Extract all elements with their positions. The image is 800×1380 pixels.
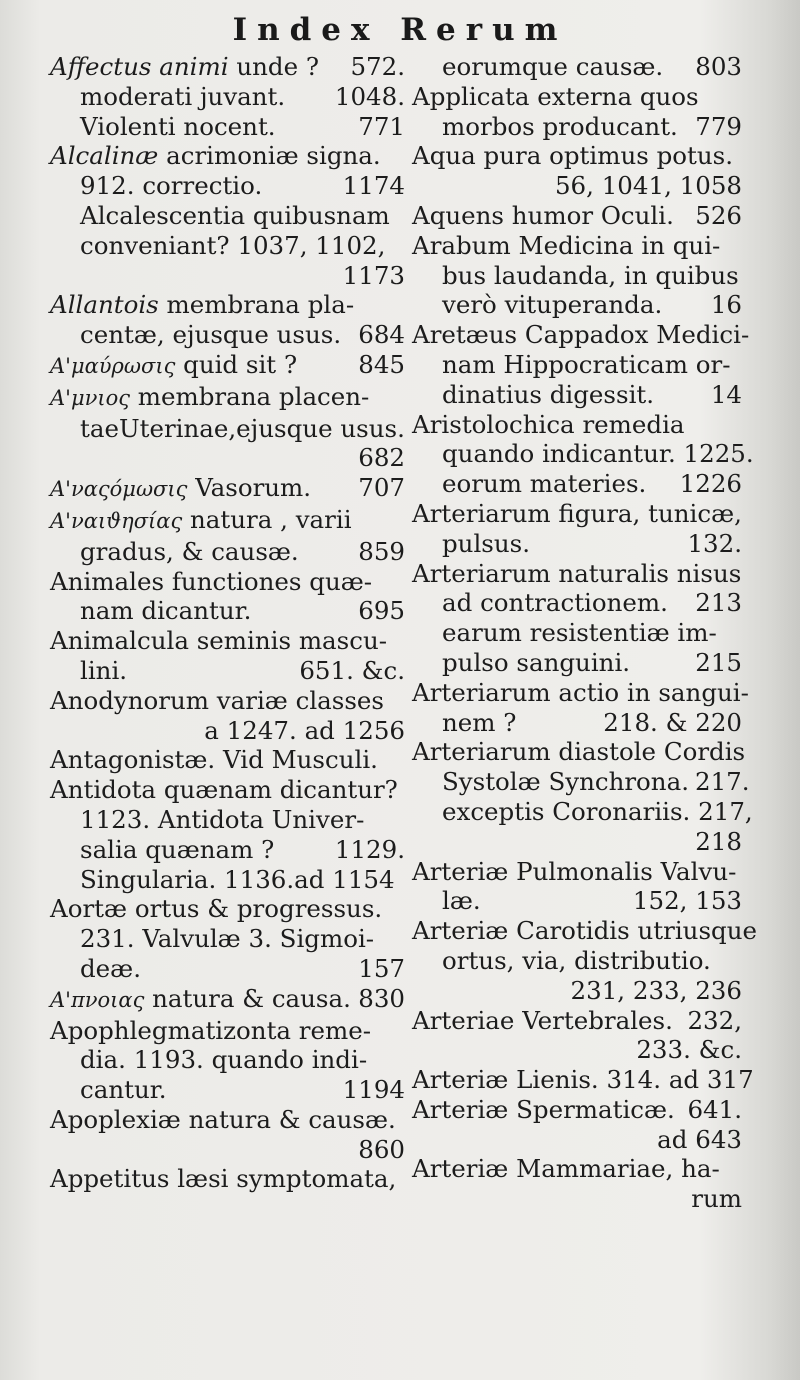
page-reference: ad 643 <box>657 1124 742 1154</box>
entry-body: moderati juvant. <box>80 81 286 111</box>
page-reference: 1173 <box>342 260 405 290</box>
entry-text <box>412 1154 720 1184</box>
entry-body: Arteriæ Mammariae, ha- <box>412 1154 720 1184</box>
entry-body: ad contractionem. <box>442 588 668 618</box>
page-reference: 217. <box>695 767 750 797</box>
index-entry <box>412 201 742 231</box>
index-line <box>412 1035 742 1065</box>
page-reference: rum <box>691 1184 742 1214</box>
entry-text <box>442 261 739 291</box>
entry-body: Arteriae Vertebrales. <box>412 1005 673 1035</box>
page-reference: 157 <box>358 953 405 983</box>
entry-text <box>442 588 668 618</box>
entry-body: pulsus. <box>442 528 531 558</box>
entry-body: Arabum Medicina in qui- <box>412 230 721 260</box>
index-line <box>412 1184 742 1214</box>
index-line <box>412 82 742 112</box>
entry-text <box>442 767 689 797</box>
index-line <box>50 686 405 716</box>
index-line <box>412 827 742 857</box>
index-line <box>412 410 742 440</box>
page-reference: 132. <box>687 528 742 558</box>
index-entry <box>412 231 742 320</box>
index-line <box>50 924 405 954</box>
entry-text <box>442 469 646 499</box>
entry-text <box>50 894 382 924</box>
index-line <box>412 320 750 350</box>
page-reference: 14 <box>710 379 742 409</box>
index-entry <box>412 737 753 856</box>
index-line <box>50 1164 405 1194</box>
entry-body: nam Hippocraticam or- <box>442 349 731 379</box>
index-line <box>50 805 405 835</box>
index-entry <box>412 82 742 142</box>
page-reference: 218. & 220 <box>603 707 742 737</box>
index-entry <box>50 505 405 567</box>
index-line <box>50 350 405 382</box>
entry-text <box>80 954 141 984</box>
index-line <box>412 886 742 916</box>
entry-text <box>442 708 516 738</box>
entry-text <box>80 835 274 865</box>
entry-body: morbos producant. <box>442 111 678 141</box>
index-line <box>50 320 405 350</box>
entry-text <box>80 537 299 567</box>
index-line <box>50 82 405 112</box>
entry-body: Apophlegmatizonta reme- <box>50 1015 372 1045</box>
entry-text <box>80 171 262 201</box>
entry-headword: Α'μαύρωσις <box>50 353 176 378</box>
entry-body: Aqua pura optimus potus. <box>412 141 734 171</box>
entry-body: Vasorum. <box>187 473 312 503</box>
index-line <box>50 261 405 291</box>
index-entry <box>412 141 742 201</box>
index-entry <box>50 1016 405 1105</box>
entry-body: Animalcula seminis mascu- <box>50 626 388 656</box>
entry-text <box>50 745 378 775</box>
index-entry <box>412 409 754 499</box>
index-entry <box>50 567 405 627</box>
index-line <box>412 677 749 708</box>
entry-text <box>80 805 364 835</box>
entry-body: Arteriæ Lienis. 314. ad 317 <box>412 1065 754 1095</box>
entry-text <box>412 1065 754 1095</box>
index-line <box>412 529 742 559</box>
page-reference: a 1247. ad 1256 <box>204 715 405 745</box>
index-line <box>412 946 742 976</box>
entry-body: Appetitus læsi symptomata, <box>50 1164 397 1194</box>
entry-body: Anodynorum variæ classes <box>50 685 384 715</box>
entry-body: Arteriarum diastole Cordis <box>412 737 746 767</box>
entry-body: Applicata externa quos <box>412 81 699 111</box>
entry-body: conveniant? 1037, 1102, <box>80 230 386 260</box>
entry-body: Alcalescentia quibusnam <box>80 200 390 230</box>
index-line <box>50 443 405 473</box>
index-line <box>50 567 405 597</box>
entry-text <box>50 290 354 320</box>
page-reference: 56, 1041, 1058 <box>554 171 742 201</box>
index-line <box>50 745 405 775</box>
entry-body: unde ? <box>228 52 319 81</box>
index-line <box>412 380 742 410</box>
index-entry <box>50 626 405 686</box>
entry-text <box>50 775 398 805</box>
entry-body: earum resistentiæ im- <box>442 618 717 648</box>
right-column <box>412 52 757 1214</box>
entry-body: 1123. Antidota Univer- <box>80 804 365 834</box>
entry-body: Aretæus Cappadox Medici- <box>412 320 750 350</box>
index-line <box>412 1065 754 1095</box>
page-reference: 803 <box>695 52 742 81</box>
page-reference: 152, 153 <box>632 886 742 916</box>
entry-body: Antidota quænam dicantur? <box>50 775 398 805</box>
index-line <box>50 596 405 626</box>
entry-text <box>50 1105 396 1135</box>
entry-text <box>50 52 319 82</box>
page-reference: 233. &c. <box>636 1035 742 1065</box>
index-line <box>50 52 405 82</box>
index-line <box>50 984 405 1016</box>
index-entry <box>412 1095 742 1155</box>
entry-body: Singularia. 1136.ad 1154 <box>80 864 395 894</box>
entry-text <box>442 290 662 320</box>
index-line <box>50 954 405 984</box>
entry-text <box>412 410 685 440</box>
entry-body: Arteriæ Spermaticæ. <box>412 1094 675 1124</box>
entry-text <box>442 112 678 142</box>
index-line <box>412 231 742 261</box>
index-line <box>412 112 742 142</box>
index-entry <box>50 382 405 473</box>
index-line <box>50 141 405 171</box>
index-entry <box>50 290 405 350</box>
page-reference: 779 <box>695 111 742 141</box>
index-entry <box>412 559 742 678</box>
index-entry <box>412 857 742 917</box>
entry-text <box>80 924 374 954</box>
entry-body: Arteriæ Pulmonalis Valvu- <box>412 856 737 886</box>
page-reference: 1226 <box>679 469 742 499</box>
page-reference: 651. &c. <box>299 655 405 685</box>
index-entry <box>50 473 405 505</box>
page-reference: 572. <box>350 52 405 81</box>
index-entry <box>50 141 405 290</box>
index-entry <box>412 1154 742 1214</box>
entry-text <box>80 656 127 686</box>
entry-text <box>50 1164 396 1194</box>
entry-text <box>412 559 741 589</box>
entry-body: læ. <box>442 886 481 916</box>
entry-text <box>50 382 369 414</box>
index-line <box>50 1075 405 1105</box>
entry-body: ortus, via, distributio. <box>442 945 711 975</box>
index-line <box>50 1045 405 1075</box>
index-line <box>50 171 405 201</box>
entry-body: acrimoniæ signa. <box>158 141 381 171</box>
index-line <box>412 1006 742 1036</box>
entry-body: Aquens humor Oculi. <box>412 200 674 230</box>
index-entry <box>50 894 405 983</box>
entry-text <box>50 626 387 656</box>
index-entry <box>50 686 405 746</box>
entry-body: taeUterinae,ejusque usus. <box>80 413 405 443</box>
entry-text <box>80 1075 167 1105</box>
index-line <box>412 708 742 738</box>
index-line <box>50 775 405 805</box>
entry-body: exceptis Coronariis. 217, <box>442 796 753 826</box>
entry-text <box>50 567 372 597</box>
page-reference: 232, <box>687 1005 742 1035</box>
entry-text <box>80 865 395 895</box>
entry-headword: Α'μνιος <box>50 385 130 410</box>
entry-text <box>442 439 754 469</box>
index-line <box>50 1105 405 1135</box>
index-line <box>50 201 405 231</box>
entry-text <box>442 618 717 648</box>
entry-body: Aristolochica remedia <box>412 409 685 439</box>
entry-body: Apoplexiæ natura & causæ. <box>50 1104 396 1134</box>
index-line <box>412 588 742 618</box>
entry-body: Arteriarum figura, tunicæ, <box>412 498 742 528</box>
entry-text <box>412 141 733 171</box>
entry-text <box>442 380 654 410</box>
page-reference: 695 <box>358 596 405 626</box>
entry-text <box>80 596 251 626</box>
entry-text <box>50 141 381 171</box>
entry-body: natura & causa. <box>144 983 351 1013</box>
entry-text <box>50 686 384 716</box>
index-entry <box>412 52 742 82</box>
entry-headword: Alcalinæ <box>50 141 159 171</box>
page-reference: 845 <box>358 349 405 379</box>
index-entry <box>412 499 742 559</box>
entry-body: dinatius digessit. <box>442 379 655 409</box>
entry-body: bus laudanda, in quibus <box>442 260 739 290</box>
entry-headword: Α'πνοιας <box>50 987 145 1012</box>
index-entry <box>50 350 405 382</box>
entry-body: Arteriarum actio in sangui- <box>412 677 749 707</box>
page-reference: 16 <box>710 290 742 320</box>
index-line <box>50 835 405 865</box>
page-reference: 526 <box>695 200 742 230</box>
index-line <box>412 916 757 946</box>
page-reference: 1129. <box>334 834 405 864</box>
entry-text <box>442 797 753 827</box>
index-entry <box>412 1065 754 1095</box>
index-line <box>50 716 405 746</box>
entry-body: membrana pla- <box>158 290 355 320</box>
page-reference: 860 <box>358 1134 405 1164</box>
index-line <box>50 382 405 414</box>
index-line <box>50 231 405 261</box>
index-line <box>412 1095 742 1125</box>
index-line <box>412 52 742 82</box>
index-entry <box>50 52 405 141</box>
index-line <box>412 469 742 499</box>
index-line <box>50 290 405 320</box>
index-line <box>412 350 742 380</box>
entry-text <box>80 231 385 261</box>
index-line <box>412 796 753 827</box>
index-line <box>412 767 750 797</box>
page-reference: 1048. <box>334 81 405 111</box>
entry-text <box>412 201 674 231</box>
entry-text <box>50 984 351 1016</box>
entry-text <box>50 473 311 505</box>
index-entry <box>412 320 750 409</box>
entry-text <box>412 320 749 350</box>
page-reference: 682 <box>358 443 405 473</box>
entry-text <box>412 1006 673 1036</box>
entry-text <box>412 737 745 767</box>
entry-body: quid sit ? <box>175 349 298 379</box>
entry-text <box>412 82 699 112</box>
entry-body: membrana placen- <box>130 381 370 411</box>
entry-text <box>442 529 530 559</box>
index-line <box>412 290 742 320</box>
index-entry <box>50 984 405 1016</box>
entry-body: Antagonistæ. Vid Musculi. <box>50 745 378 775</box>
entry-headword: Α'ναςόμωσις <box>50 477 188 502</box>
entry-body: Systolæ Synchrona. <box>442 767 689 797</box>
index-line <box>50 473 405 505</box>
entry-body: cantur. <box>80 1075 167 1105</box>
entry-text <box>80 320 341 350</box>
entry-text <box>80 414 405 444</box>
entry-headword: Α'ναιϑησίας <box>50 508 183 533</box>
entry-body: eorum materies. <box>442 469 647 499</box>
index-entry <box>412 1006 742 1066</box>
index-line <box>412 648 742 678</box>
page-reference: 213 <box>695 588 742 618</box>
index-entry <box>50 775 405 894</box>
entry-text <box>412 499 742 529</box>
entry-text <box>412 857 736 887</box>
entry-text <box>442 946 711 976</box>
index-line <box>412 1154 742 1184</box>
entry-text <box>442 350 731 380</box>
index-line <box>412 857 742 887</box>
index-line <box>50 112 405 142</box>
page-reference: 1174 <box>342 171 405 201</box>
index-entry <box>412 677 749 738</box>
index-line <box>412 976 742 1006</box>
entry-text <box>412 678 749 708</box>
index-line <box>50 537 405 567</box>
entry-text <box>412 231 720 261</box>
index-entry <box>50 1105 405 1165</box>
page-header: Index Rerum <box>232 12 568 48</box>
entry-body: 912. correctio. <box>80 171 263 201</box>
index-line <box>412 559 742 589</box>
page-reference: 218 <box>695 826 742 856</box>
entry-text <box>50 1016 371 1046</box>
page-reference: 641. <box>687 1094 742 1124</box>
page-reference: 707 <box>358 473 405 503</box>
entry-body: centæ, ejusque usus. <box>80 320 342 350</box>
entry-text <box>80 82 285 112</box>
entry-body: gradus, & causæ. <box>80 536 299 566</box>
entry-body: lini. <box>80 655 128 685</box>
entry-body: nam dicantur. <box>80 596 252 626</box>
entry-text <box>412 1095 675 1125</box>
entry-body: verò vituperanda. <box>442 290 663 320</box>
entry-body: eorumque causæ. <box>442 52 664 81</box>
index-line <box>50 414 405 444</box>
index-entry <box>50 745 405 775</box>
index-line <box>50 1135 405 1165</box>
index-line <box>412 439 754 469</box>
index-line <box>412 1125 742 1155</box>
entry-body: natura , varii <box>182 504 352 534</box>
index-line <box>50 1016 405 1046</box>
entry-body: dia. 1193. quando indi- <box>80 1045 368 1075</box>
entry-body: nem ? <box>442 707 517 737</box>
entry-body: Arteriæ Carotidis utriusque <box>412 916 757 946</box>
entry-text <box>442 52 663 82</box>
entry-text <box>80 112 276 142</box>
entry-text <box>442 886 481 916</box>
page-reference: 1194 <box>342 1075 405 1105</box>
entry-body: Animales functiones quæ- <box>50 566 373 596</box>
page-reference: 859 <box>358 536 405 566</box>
page-reference: 215 <box>695 647 742 677</box>
page-reference: 830 <box>358 983 405 1013</box>
entry-text <box>442 648 630 678</box>
entry-body: salia quænam ? <box>80 834 275 864</box>
entry-text <box>412 916 757 946</box>
index-line <box>412 141 742 171</box>
index-line <box>50 626 405 656</box>
entry-body: quando indicantur. 1225. <box>442 439 754 469</box>
index-line <box>412 737 746 767</box>
index-line <box>50 505 405 537</box>
index-entry <box>412 916 757 1005</box>
entry-headword: Affectus animi <box>50 52 229 81</box>
entry-body: pulso sanguini. <box>442 647 631 677</box>
index-line <box>50 894 405 924</box>
entry-text <box>50 505 352 537</box>
index-line <box>412 261 742 291</box>
left-column <box>50 52 405 1194</box>
index-line <box>412 499 742 529</box>
page-reference: 771 <box>358 111 405 141</box>
index-line <box>412 171 742 201</box>
entry-text <box>80 1045 367 1075</box>
entry-headword: Allantois <box>50 290 159 320</box>
entry-body: Violenti nocent. <box>80 111 276 141</box>
entry-text <box>50 350 297 382</box>
page-reference: 684 <box>358 320 405 350</box>
entry-body: deæ. <box>80 953 141 983</box>
entry-body: Aortæ ortus & progressus. <box>50 894 383 924</box>
index-line <box>50 865 405 895</box>
entry-body: Arteriarum naturalis nisus <box>412 558 742 588</box>
entry-text <box>80 201 390 231</box>
index-line <box>412 618 742 648</box>
entry-body: 231. Valvulæ 3. Sigmoi- <box>80 924 375 954</box>
index-entry <box>50 1164 405 1194</box>
page-reference: 231, 233, 236 <box>570 975 742 1005</box>
index-line <box>412 201 742 231</box>
index-line <box>50 656 405 686</box>
